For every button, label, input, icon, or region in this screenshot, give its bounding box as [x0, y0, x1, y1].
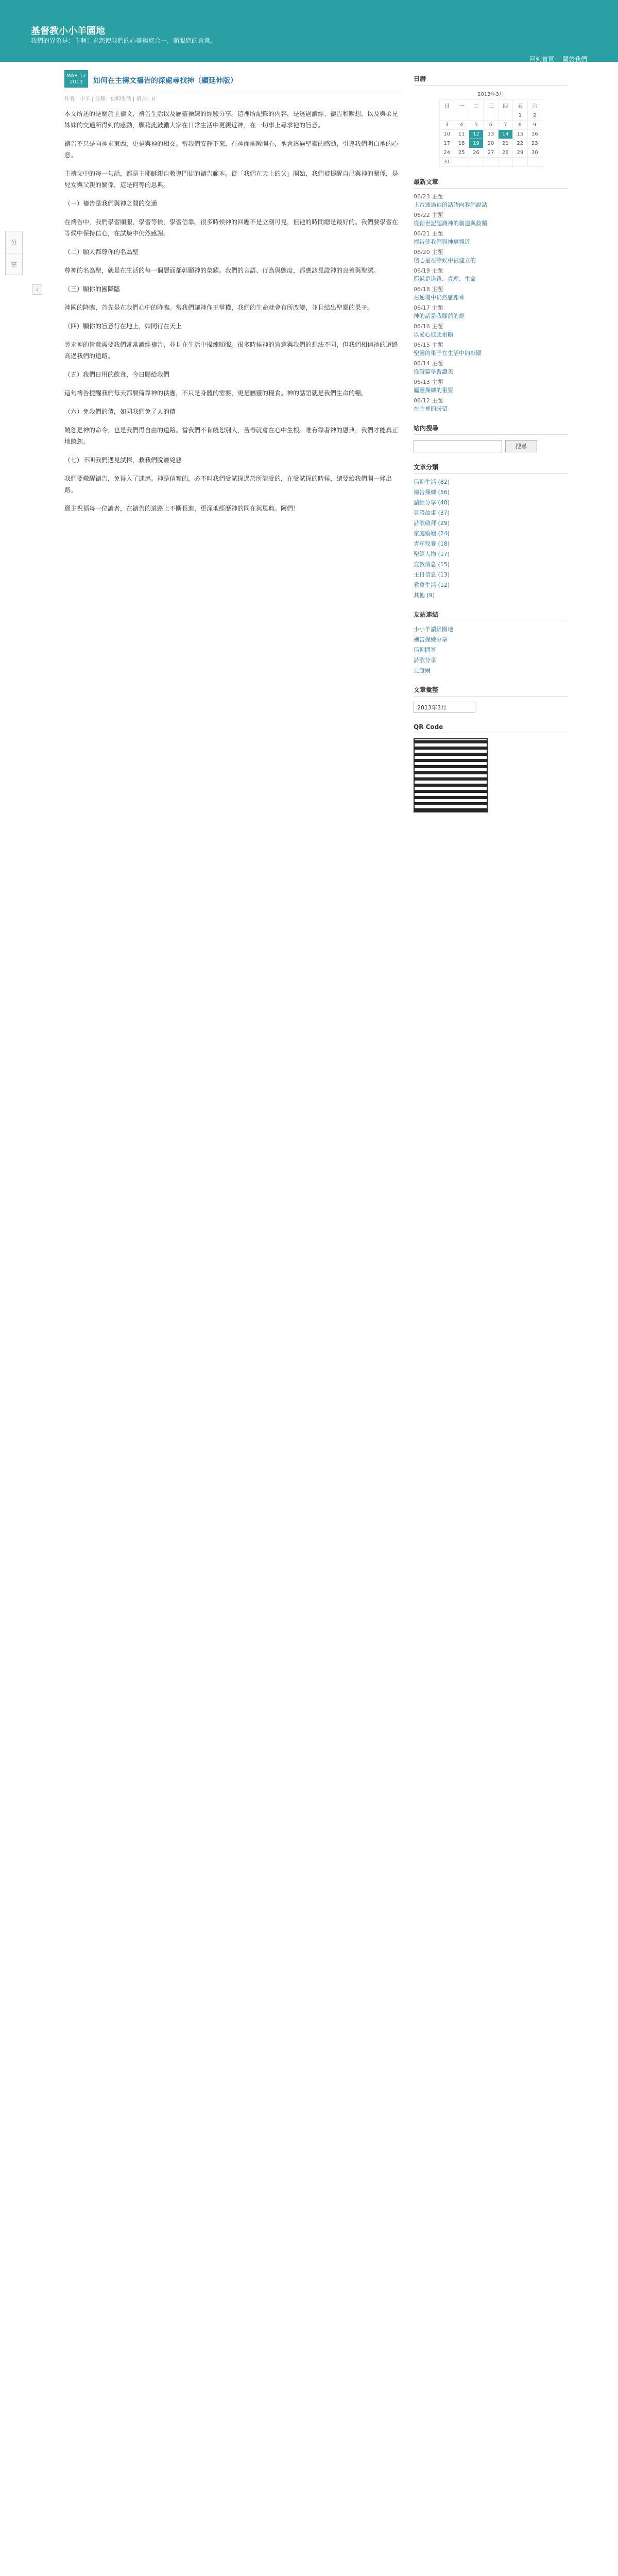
friend-link-item[interactable]: 禱告操練分享: [414, 636, 448, 643]
recent-post-date: 06/22 主題: [414, 212, 443, 218]
calendar-day[interactable]: 26: [469, 148, 483, 158]
calendar-day[interactable]: 15: [513, 130, 527, 139]
archive-select[interactable]: 2013年3月: [414, 702, 475, 713]
categories-title: 文章分類: [414, 460, 568, 474]
site-subtitle: 我們的異象是：主啊！求您使我們的心靈與您合一，順服您的旨意。: [31, 37, 217, 44]
share-float-panel: [5, 231, 23, 275]
calendar-day[interactable]: 9: [527, 121, 542, 130]
calendar-day: [469, 111, 483, 121]
recent-post-item[interactable]: [414, 230, 568, 246]
categories-list: [414, 478, 568, 600]
calendar-day[interactable]: 22: [513, 139, 527, 148]
search-button[interactable]: 搜尋: [505, 440, 537, 452]
recent-post-date: 06/14 主題: [414, 360, 443, 367]
recent-post-item[interactable]: [414, 285, 568, 302]
recent-post-item[interactable]: [414, 304, 568, 320]
calendar-day[interactable]: 27: [484, 148, 498, 158]
calendar-day: [484, 158, 498, 167]
friend-link-item[interactable]: 信仰問答: [414, 647, 436, 653]
calendar-day: [469, 158, 483, 167]
post-paragraph: 本文所述的是關於主禱文、禱告生活以及屬靈操練的經驗分享。這裡所記錄的內容，是透過讀經、禱告和默想，以及與弟兄姊妹的交通所得到的感動，願藉此鼓勵大家在日常生活中更親近神，在一切事上尋求祂的旨意。: [64, 110, 399, 129]
category-item[interactable]: 其他 (9): [414, 592, 435, 599]
recent-post-item[interactable]: [414, 341, 568, 358]
collapse-arrow-icon[interactable]: ‹: [32, 284, 42, 295]
calendar-table: [439, 99, 542, 167]
category-item[interactable]: 家庭婚姻 (24): [414, 530, 450, 537]
recent-post-title[interactable]: 從詩篇學習讚美: [414, 368, 453, 375]
recent-post-date: 06/21 主題: [414, 230, 443, 237]
calendar-day[interactable]: 23: [527, 139, 542, 148]
calendar-weekday: 四: [498, 100, 512, 111]
recent-post-item[interactable]: [414, 211, 568, 228]
recent-post-title[interactable]: 在主裡的盼望: [414, 405, 448, 412]
calendar-day[interactable]: 5: [469, 121, 483, 130]
sidebar: [414, 64, 568, 812]
recent-post-item[interactable]: [414, 323, 568, 339]
post-paragraph: （六）免我們的債，如同我們免了人的債: [64, 408, 176, 415]
recent-post-date: 06/12 主題: [414, 397, 443, 404]
recent-post-item[interactable]: [414, 360, 568, 376]
post-paragraph: 饒恕是神的命令，也是我們得自由的道路。當我們不肯饒恕別人，苦毒就會在心中生根。唯有靠著神的恩典，我們才能真正地饒恕。: [64, 427, 399, 445]
calendar-day: [454, 158, 469, 167]
category-item[interactable]: 禱告操練 (56): [414, 489, 450, 496]
calendar-day[interactable]: 11: [454, 130, 469, 139]
post-body: [64, 108, 402, 514]
calendar-weekday: 二: [469, 100, 483, 111]
header-links: [523, 55, 587, 63]
share-button-bottom[interactable]: 享: [6, 253, 22, 275]
calendar-month: 2013年3月: [477, 92, 504, 97]
recent-post-title[interactable]: 屬靈操練的重要: [414, 387, 453, 394]
calendar-day[interactable]: 3: [440, 121, 454, 130]
calendar-day[interactable]: 31: [440, 158, 454, 167]
recent-post-item[interactable]: [414, 397, 568, 413]
recent-post-item[interactable]: [414, 378, 568, 395]
post-paragraph: （五）我們日用的飲食，今日賜給我們: [64, 371, 170, 378]
calendar-day[interactable]: 25: [454, 148, 469, 158]
calendar-day[interactable]: 12: [469, 130, 483, 139]
archive-title: 文章彙整: [414, 682, 568, 697]
calendar-day[interactable]: 2: [527, 111, 542, 121]
calendar-day[interactable]: 21: [498, 139, 512, 148]
calendar-day[interactable]: 10: [440, 130, 454, 139]
header-link-home[interactable]: 回到首頁: [529, 56, 555, 63]
calendar-day: [484, 111, 498, 121]
calendar-title: 日曆: [414, 71, 568, 86]
category-item[interactable]: 見證故事 (37): [414, 510, 450, 516]
category-item[interactable]: 信仰生活 (82): [414, 479, 450, 485]
calendar-day: [440, 111, 454, 121]
post-meta: 作者：小羊 | 分類：信仰生活 | 留言：0: [64, 96, 155, 102]
post-date-month: MAR 12: [66, 73, 87, 79]
calendar-day[interactable]: 7: [498, 121, 512, 130]
recent-post-title[interactable]: 聖靈的果子在生活中的彰顯: [414, 350, 482, 357]
post-paragraph: 禱告不只是向神求東西，更是與神的相交。當我們安靜下來，在神面前敞開心，祂會透過聖靈的感動，引導我們明白祂的心意。: [64, 140, 399, 159]
category-item[interactable]: 教會生活 (12): [414, 582, 450, 588]
post-main: [59, 64, 407, 2576]
qr-title: QR Code: [414, 720, 568, 733]
recent-post-title[interactable]: 在逆境中仍然感謝神: [414, 294, 465, 301]
search-widget: [414, 440, 568, 452]
category-item[interactable]: 主日信息 (13): [414, 571, 450, 578]
recent-post-date: 06/17 主題: [414, 304, 443, 311]
recent-post-item[interactable]: [414, 193, 568, 209]
recent-post-date: 06/13 主題: [414, 379, 443, 385]
recent-post-item[interactable]: [414, 267, 568, 283]
calendar-weekday: 一: [454, 100, 469, 111]
category-item[interactable]: 詩歌敬拜 (29): [414, 520, 450, 527]
recent-post-item[interactable]: [414, 248, 568, 265]
calendar-day[interactable]: 24: [440, 148, 454, 158]
site-title[interactable]: 基督教小小羊園地: [31, 26, 105, 37]
post-paragraph: （四）願你的旨意行在地上，如同行在天上: [64, 323, 182, 330]
calendar-day[interactable]: 30: [527, 148, 542, 158]
calendar-day[interactable]: 8: [513, 121, 527, 130]
friend-link-item[interactable]: 小小羊讀經園地: [414, 626, 453, 633]
links-title: 友站連結: [414, 607, 568, 621]
calendar-day[interactable]: 18: [454, 139, 469, 148]
post-header: [64, 68, 402, 91]
calendar-day[interactable]: 14: [498, 130, 512, 139]
recent-post-date: 06/16 主題: [414, 323, 443, 330]
post-paragraph: （七）不叫我們遇見試探，救我們脫離兇惡: [64, 456, 182, 464]
recent-post-title[interactable]: 以愛心彼此相顧: [414, 331, 453, 338]
calendar-day[interactable]: 6: [484, 121, 498, 130]
site-header: [0, 0, 618, 62]
calendar-weekday: 六: [527, 100, 542, 111]
calendar-day: [498, 111, 512, 121]
recent-post-title[interactable]: 從創世記認識神的創造與救贖: [414, 220, 487, 227]
post-paragraph: 在禱告中，我們學習順服，學習等候，學習信靠。很多時候神的回應不是立刻可見，但祂的時間總是最好的。我們要學習在等候中保持信心，在試煉中仍然感謝。: [64, 218, 399, 237]
calendar-day[interactable]: 20: [484, 139, 498, 148]
friend-link-item[interactable]: 見證網: [414, 667, 431, 674]
recent-post-title[interactable]: 禱告使我們與神更親近: [414, 239, 470, 245]
calendar-day: [527, 158, 542, 167]
category-item[interactable]: 青年牧養 (18): [414, 540, 450, 547]
post-title[interactable]: 如何在主禱文禱告的深處尋找神（續延伸版）: [93, 77, 237, 85]
header-link-about[interactable]: 關於我們: [562, 56, 587, 63]
calendar-weekday: 三: [484, 100, 498, 111]
calendar-weekday: 日: [440, 100, 454, 111]
post-paragraph: 願主祝福每一位讀者，在禱告的道路上不斷長進，更深地經歷神的同在與恩典。阿們！: [64, 505, 300, 512]
post-date-badge: [64, 70, 88, 88]
post-paragraph: 主禱文中的每一句話，都是主耶穌親自教導門徒的禱告範本。從「我們在天上的父」開始，我們被提醒自己與神的關係，是兒女與父親的關係，這是何等的恩典。: [64, 170, 399, 189]
calendar-day[interactable]: 16: [527, 130, 542, 139]
recent-post-title[interactable]: 耶穌是道路、真理、生命: [414, 276, 476, 282]
friend-link-item[interactable]: 詩歌分享: [414, 657, 436, 664]
recent-posts-list: [414, 193, 568, 413]
recent-post-date: 06/19 主題: [414, 267, 443, 274]
calendar-weekday: 五: [513, 100, 527, 111]
category-item[interactable]: 聖經人物 (17): [414, 551, 450, 557]
recent-posts-title: 最新文章: [414, 174, 568, 189]
calendar-day[interactable]: 28: [498, 148, 512, 158]
calendar-day[interactable]: 29: [513, 148, 527, 158]
post-paragraph: 神國的降臨，首先是在我們心中的降臨。當我們讓神作王掌權，我們的生命就會有所改變，並且結出聖靈的果子。: [64, 304, 374, 311]
post-paragraph: （一）禱告是我們與神之間的交通: [64, 200, 158, 207]
calendar-widget: [439, 90, 542, 167]
search-input[interactable]: [414, 440, 502, 452]
post-paragraph: 我們要儆醒禱告，免得入了迷惑。神是信實的，必不叫我們受試探過於所能受的，在受試探的時候，總要給我們開一條出路。: [64, 475, 392, 494]
calendar-day[interactable]: 17: [440, 139, 454, 148]
recent-post-title[interactable]: 上帝透過祂的話語向我們說話: [414, 201, 487, 208]
calendar-day[interactable]: 13: [484, 130, 498, 139]
calendar-day: [454, 111, 469, 121]
recent-post-title[interactable]: 信心是在等候中被建立的: [414, 257, 476, 264]
recent-post-date: 06/18 主題: [414, 286, 443, 293]
category-item[interactable]: 讀經分享 (48): [414, 499, 450, 506]
search-title: 站內搜尋: [414, 420, 568, 435]
qr-code: [414, 738, 488, 812]
post-paragraph: （三）願你的國降臨: [64, 285, 121, 293]
share-button-top[interactable]: 分: [10, 239, 17, 246]
post-paragraph: 尋求神的旨意需要我們常常讀經禱告，並且在生活中操練順服。很多時候神的旨意與我們的想法不同，但我們相信祂的道路高過我們的道路。: [64, 341, 399, 360]
calendar-day: [513, 158, 527, 167]
calendar-day[interactable]: 1: [513, 111, 527, 121]
category-item[interactable]: 宣教消息 (15): [414, 561, 450, 568]
recent-post-date: 06/23 主題: [414, 193, 443, 200]
calendar-day[interactable]: 19: [469, 139, 483, 148]
calendar-day: [498, 158, 512, 167]
recent-post-title[interactable]: 神的話是我腳前的燈: [414, 313, 465, 319]
recent-post-date: 06/20 主題: [414, 249, 443, 256]
recent-post-date: 06/15 主題: [414, 342, 443, 348]
post-paragraph: 尊神的名為聖，就是在生活的每一個層面都彰顯神的榮耀。我們的言語、行為與態度，都應該見證神的良善與聖潔。: [64, 267, 380, 274]
post-paragraph: 這句禱告提醒我們每天都要倚靠神的供應，不只是身體的需要，更是屬靈的糧食。神的話語就是我們生命的糧。: [64, 389, 368, 397]
calendar-day[interactable]: 4: [454, 121, 469, 130]
post-date-year: 2013: [70, 79, 83, 85]
post-paragraph: （二）願人都尊你的名為聖: [64, 248, 139, 256]
friend-links-list: [414, 625, 568, 675]
